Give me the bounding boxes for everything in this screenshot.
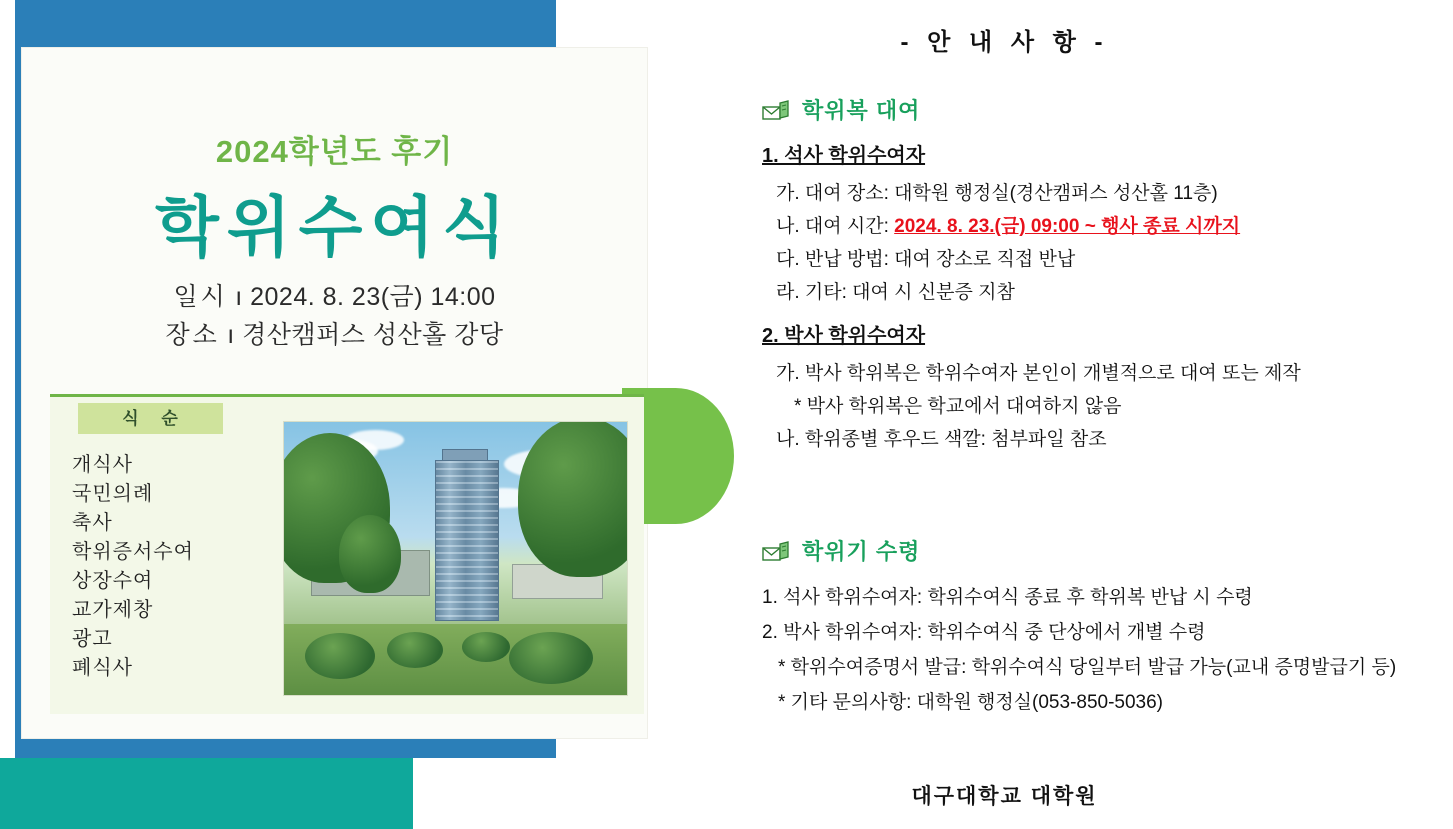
list-item: [762, 319, 1453, 456]
program-list-section: [50, 397, 275, 714]
section-heading-text: 학위기 수령: [802, 539, 921, 564]
notice-panel: [556, 0, 1453, 829]
list-item: 다. 반납 방법: 대여 장소로 직접 반납: [776, 249, 1076, 270]
notice-section-diploma-pickup: [762, 535, 1453, 720]
list-item: [762, 139, 1453, 309]
section-heading-text: 학위복 대여: [802, 98, 921, 123]
notice-title: - 안 내 사 항 -: [900, 29, 1109, 56]
list-item-note: * 학위수여증명서 발급: 학위수여식 당일부터 발급 가능(교내 증명발급기 등): [778, 657, 1397, 678]
notice-section-gown-rental: [762, 94, 1453, 466]
mail-open-icon: [762, 540, 790, 562]
poster-teal-band: [0, 758, 413, 829]
poster-card: [22, 48, 647, 738]
sub-list: [762, 357, 1453, 456]
shrub-shape: [387, 632, 443, 668]
list-item: 폐식사: [72, 657, 133, 679]
section-header: [762, 94, 1453, 125]
program-list: [50, 451, 275, 683]
mail-open-icon: [762, 99, 790, 121]
list-item: 상장수여: [72, 570, 154, 592]
list-item-label-text: 1. 석사 학위수여자: [762, 145, 926, 167]
poster-datetime-row: [22, 278, 647, 316]
tree-shape: [339, 515, 401, 593]
poster-title: 학위수여식: [155, 190, 514, 264]
gown-rental-list: [762, 139, 1453, 456]
list-item-note: * 기타 문의사항: 대학원 행정실(053-850-5036): [778, 692, 1164, 713]
poster-meta: [22, 278, 647, 354]
list-item: 1. 석사 학위수여자: 학위수여식 종료 후 학위복 반납 시 수령: [762, 587, 1253, 608]
section-header: [762, 535, 1453, 566]
poster-place-row: [22, 316, 647, 354]
list-item: 개식사: [72, 454, 133, 476]
list-item-note: * 박사 학위복은 학교에서 대여하지 않음: [794, 396, 1122, 417]
list-item: 가. 대여 장소: 대학원 행정실(경산캠퍼스 성산홀 11층): [776, 183, 1218, 204]
tower-building: [435, 460, 499, 620]
list-item: 국민의례: [72, 483, 154, 505]
list-item: 교가제창: [72, 599, 154, 621]
list-item-label: [762, 319, 1453, 353]
notice-footer-organization: 대구대학교 대학원: [911, 785, 1098, 808]
program-badge: 식 순: [78, 403, 223, 434]
list-item: 광고: [72, 628, 113, 650]
poster-year-line: 2024학년도 후기: [215, 134, 454, 169]
diploma-pickup-list: [762, 580, 1453, 720]
list-item: 축사: [72, 512, 113, 534]
program-and-photo-block: [50, 394, 644, 714]
list-item: 학위증서수여: [72, 541, 194, 563]
shrub-shape: [305, 633, 375, 679]
sub-list: [762, 177, 1453, 309]
sub-item-prefix: 나. 대여 시간:: [776, 216, 895, 237]
poster-datetime-separator: ı: [235, 283, 243, 311]
highlighted-time: 2024. 8. 23.(금) 09:00 ~ 행사 종료 시까지: [894, 216, 1241, 237]
list-item: 가. 박사 학위복은 학위수여자 본인이 개별적으로 대여 또는 제작: [776, 363, 1301, 384]
list-item: 2. 박사 학위수여자: 학위수여식 중 단상에서 개별 수령: [762, 622, 1206, 643]
poster-place-separator: ı: [227, 321, 235, 349]
list-item-label: [762, 139, 1453, 173]
poster-place-value: 경산캠퍼스 성산홀 강당: [242, 321, 504, 349]
poster-datetime-label: 일시: [173, 283, 228, 311]
poster-datetime-value: 2024. 8. 23(금) 14:00: [250, 283, 496, 311]
list-item-label-text: 2. 박사 학위수여자: [762, 325, 926, 347]
poster-place-label: 장소: [165, 321, 220, 349]
poster-panel: [0, 0, 556, 829]
list-item: 나. 학위종별 후우드 색깔: 첨부파일 참조: [776, 429, 1107, 450]
list-item: 라. 기타: 대여 시 신분증 지참: [776, 282, 1015, 303]
list-item: [776, 210, 1453, 243]
